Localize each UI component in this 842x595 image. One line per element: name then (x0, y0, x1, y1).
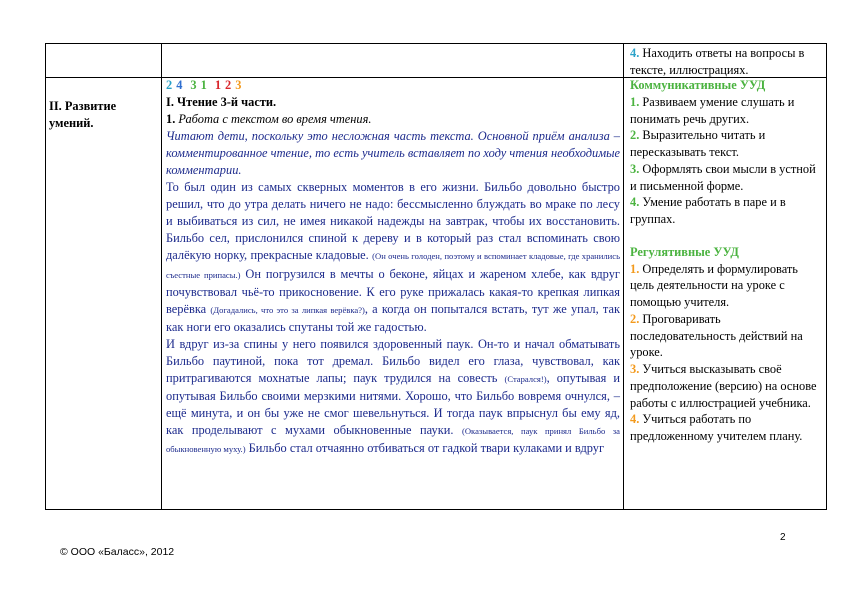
teacher-comment: (Он очень голоден, поэтому и вспоминает кладовые, где хранились съестные припасы.) (166, 251, 620, 280)
uud-item-text: Учиться высказывать своё предположение (версию) на основе работы с иллюстрацией учебника. (630, 362, 817, 410)
copyright-footer: © ООО «Баласс», 2012 (60, 546, 175, 558)
story-paragraph-1 (166, 179, 620, 335)
table-left-border (45, 43, 46, 510)
uud-item-text: Развиваем умение слушать и понимать речь других. (630, 94, 795, 126)
uud-item-text: Выразительно читать и пересказывать текст. (630, 128, 766, 159)
uud-list-item (630, 411, 823, 445)
skill-code-digit: 3 (235, 78, 243, 92)
uud-list-item (630, 261, 823, 311)
regulative-uud-list (630, 261, 823, 445)
story-text: Он погрузился в мечты о беконе, яйцах и жареном хлебе, как вдруг почувствовал чьё-то прикосновение. К его руке прижалась какая-то крепкая липкая верёвка (166, 266, 620, 316)
uud-item-number: 3. (630, 362, 640, 376)
table-bottom-border (45, 509, 827, 510)
column-divider-2 (623, 43, 624, 510)
goal-text: Находить ответы на вопросы в тексте, иллюстрациях. (630, 46, 805, 77)
uud-list-item (630, 194, 823, 228)
task-title: Работа с текстом во время чтения. (175, 112, 372, 127)
uud-item-number: 4. (630, 195, 640, 210)
skill-code-digit: 2 (166, 78, 174, 92)
uud-list-item (630, 94, 823, 128)
skill-code-digit: 3 (190, 78, 198, 92)
story-text: , а когда он попытался встать, тут же упал, так как ноги его оказались спутаны той же гадостью. (166, 301, 620, 334)
uud-list-item (630, 127, 823, 161)
spacer (630, 228, 823, 244)
uud-list-item (630, 361, 823, 411)
skill-code-digit: 2 (225, 78, 233, 92)
teacher-comment: (Оказывается, паук принял Бильбо за обыкновенную муху.) (166, 425, 620, 454)
uud-cell (626, 77, 825, 445)
uud-item-text: Определять и формулировать цель деятельности на уроке с помощью учителя. (630, 261, 798, 309)
uud-item-number: 1. (630, 261, 640, 276)
goal-number: 4. (630, 46, 640, 60)
skill-code-digit: 1 (200, 78, 208, 92)
lesson-content-cell (166, 77, 621, 458)
task-number: 1. (166, 112, 176, 127)
table-top-border (45, 43, 827, 44)
row1-goals-cell (626, 45, 825, 79)
uud-item-number: 2. (630, 128, 640, 143)
communicative-uud-list (630, 94, 823, 228)
story-text: То был один из самых скверных моментов в его жизни. Бильбо довольно быстро решил, что до утра делать ничего не надо: бессмысленно блуждать во мраке по лесу и выбиваться из сил, не имея никакой надежды на завтрак, чтобы их восстановить. Бильбо сел, прислонился спиной к дереву и в который раз стал вспоминать свою далёкую норку, прекрасные кладовые. (166, 180, 620, 263)
task-line (166, 111, 620, 128)
part-heading: I. Чтение 3-й части. (166, 95, 277, 110)
table-right-border (826, 43, 827, 510)
story-text: И вдруг из-за спины у него появился здоровенный паук. Он-то и начал обматывать Бильбо паутиной, пока тот дремал. Бильбо видел его глаза, чувствовал, как притрагиваются мохнатые лапы; паук трудился на совесть (166, 336, 620, 385)
uud-item-number: 2. (630, 311, 640, 326)
skill-code-digit: 1 (214, 78, 223, 92)
method-note: Читают дети, поскольку это несложная часть текста. Основной приём анализа – комментированное чтение, то есть учитель вставляет по ходу чтения необходимые комментарии. (166, 129, 620, 178)
lesson-table (45, 43, 827, 510)
skill-code-digit: 4 (176, 78, 184, 92)
stage-title: II. Развитие умений. (49, 99, 117, 130)
uud-list-item (630, 161, 823, 195)
uud-item-number: 3. (630, 161, 640, 176)
communicative-uud-heading: Коммуникативные УУД (630, 78, 766, 92)
skill-codes (166, 77, 620, 94)
story-paragraph-2 (166, 336, 620, 458)
uud-item-text: Проговаривать последовательность действий на уроке. (630, 311, 803, 360)
uud-list-item (630, 311, 823, 361)
uud-item-text: Оформлять свои мысли в устной и письменной форме. (630, 161, 816, 193)
story-text: , опутывая и опутывая Бильбо своими мерзкими нитями. Хорошо, что Бильбо вовремя очнулся, – ещё минута, и он бы уже не смог шевельнуться. И тогда паук впрыснул бы ему яд, как проделывают с мухами обыкновенные пауки. (166, 370, 620, 437)
story-text: Бильбо стал отчаянно отбиваться от гадкой твари кулаками и вдруг (245, 440, 605, 455)
teacher-comment: (Догадались, что это за липкая верёвка?) (210, 304, 365, 315)
uud-item-text: Учиться работать по предложенному учителем плану. (630, 412, 803, 443)
uud-item-number: 1. (630, 94, 640, 109)
teacher-comment: (Старался!) (504, 373, 547, 384)
uud-item-number: 4. (630, 412, 640, 427)
uud-item-text: Умение работать в паре и в группах. (630, 195, 786, 226)
regulative-uud-heading: Регулятивные УУД (630, 244, 739, 259)
column-divider-1 (161, 43, 162, 510)
page-number: 2 (780, 532, 786, 543)
